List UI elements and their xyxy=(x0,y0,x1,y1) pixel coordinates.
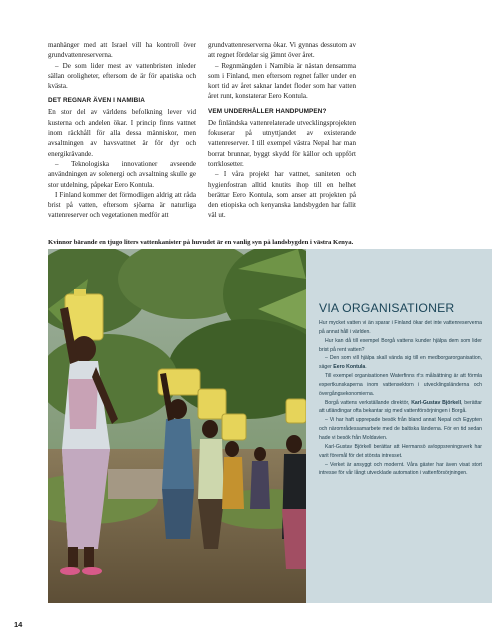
sidebar-paragraph: Till exempel organisationen Waterfinns rf:s målsättning är att förmla expertkunskaperna inom vattensektorn i utvecklingsländerna och övergångsekonomierna. xyxy=(319,373,482,397)
sidebar-paragraph: Hur mycket vatten vi än sparar i Finland ökar det inte vattenreserverna på annat håll i världen. xyxy=(319,320,482,335)
text-run: Borgå vattens verkställande direktör, xyxy=(325,399,412,406)
paragraph: – I våra projekt har vattnet, saniteten och hygienfostran alltid knutits ihop till en helhet berättar Eero Kontula, som anser att projekten på den etiopiska och kenyanska landsbygden har fallit väl ut. xyxy=(208,170,356,220)
photo-illustration xyxy=(48,249,306,603)
paragraph: I Finland kommer det förmodligen aldrig att råda brist på vatten, eftersom sjöarna är naturliga vattenreserver och vegetationen medför att xyxy=(48,190,196,220)
photo-caption: Kvinnor bärande en tjugo liters vattenkanister på huvudet är en vanlig syn på landsbygden i västra Kenya. xyxy=(48,239,354,246)
text-run: . xyxy=(365,364,367,371)
person-name: Karl-Gustav Björkell xyxy=(411,399,462,406)
sidebar-paragraph: Hur kan då till exempel Borgå vattens kunder hjälpa dem som lider brist på rent vatten? xyxy=(319,337,482,353)
sidebar-paragraph: Karl-Gustav Björkell berättar att Hermansö avloppsreningsverk har varit föremål för det största intresset. xyxy=(319,443,482,459)
section-heading: VEM UNDERHÅLLER HANDPUMPEN? xyxy=(208,107,327,115)
sidebar-paragraph xyxy=(319,399,482,417)
paragraph: manhänger med att Israel vill ha kontroll över grundvattenreserverna. xyxy=(48,41,196,60)
sidebar-paragraph xyxy=(319,354,482,372)
paragraph: grundvattenreserverna ökar. Vi gynnas dessutom av att regnet fördelar sig jämnt över året. xyxy=(208,41,356,60)
page-number: 14 xyxy=(14,620,23,629)
section-heading: DET REGNAR ÄVEN I NAMIBIA xyxy=(48,97,145,105)
paragraph: – Regnmängden i Namibia är nästan densamma som i Finland, men eftersom regnet faller under en kort tid av året saknar landet floder som har vatten året runt, konstaterar Eero Kontula. xyxy=(208,61,356,101)
paragraph: – De som lider mest av vattenbristen inleder sällan oroligheter, eftersom de är för apatiska och kvästa. xyxy=(48,61,196,91)
article-column-middle xyxy=(208,40,356,221)
sidebar-paragraph: – Verket är ansyggt och modernt. Våra gäster har även visat stort intresse för vår långt utvecklade automation i vattenförsörjningen. xyxy=(319,461,482,477)
text-run: – Den som vill hjälpa skall vända sig till en medborgarorganisation, säger xyxy=(319,355,482,371)
photo-women-carrying-water xyxy=(48,249,306,603)
paragraph: – Teknologiska innovationer avseende användningen av solenergi och avsaltning skulle ge stor utdelning, påpekar Eero Kontula. xyxy=(48,159,196,189)
sidebar-paragraph: – Vi har haft upprepade besök från bland annat Nepal och Egypten och närområdessamarbete med de baltiska länderna. För en tid sedan hade vi besök från Moldavien. xyxy=(319,417,482,441)
sidebar-box xyxy=(306,249,492,603)
article-column-left xyxy=(48,40,196,221)
paragraph: En stor del av världens befolkning lever vid kusterna och andelen ökar. I princip finns vattnet inom räckhåll för alla dessa människor, men avsaltningen av havsvattnet är för dyr och energikrävande. xyxy=(48,108,196,158)
text-run: , berättar att utländingar ofta bekantar sig med vattenförsörjningen i Borgå. xyxy=(319,399,482,415)
sidebar-title: VIA ORGANISATIONER xyxy=(319,301,455,315)
sidebar-body xyxy=(319,319,482,478)
paragraph: De finländska vattenrelaterade utvecklingsprojekten fokuserar på utnyttjandet av existerande vattenreserver. I till exempel västra Nepal har man borrat brunnar, byggt skydd för källor och uppfört torrklosetter. xyxy=(208,118,356,168)
person-name: Eero Kontula xyxy=(333,364,366,371)
